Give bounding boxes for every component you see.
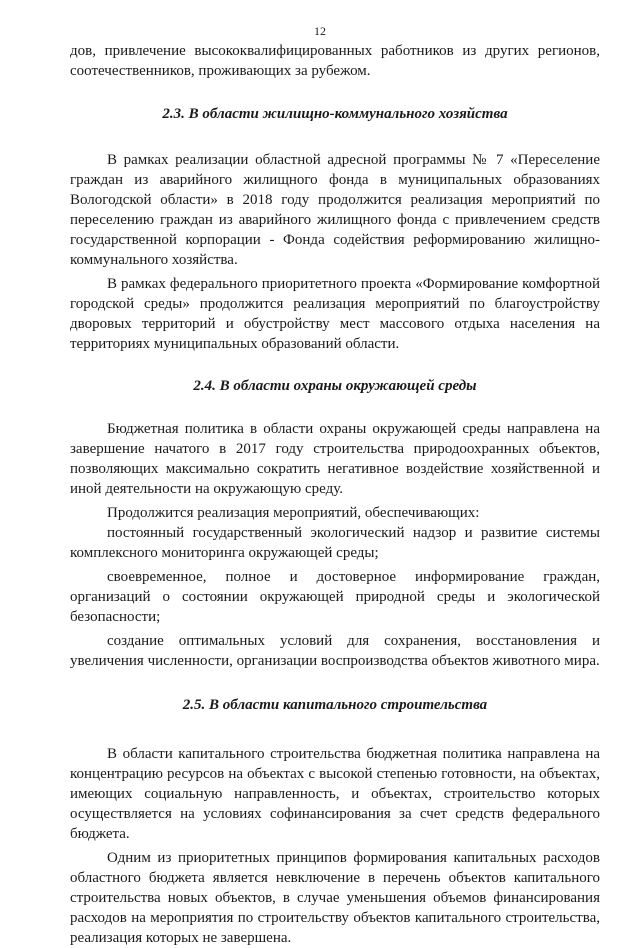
- paragraph-environment-3: постоянный государственный экологический надзор и развитие системы комплексного мониторинга окружающей среды;: [70, 525, 600, 561]
- paragraph-environment-2: Продолжится реализация мероприятий, обеспечивающих:: [107, 505, 480, 521]
- paragraph-housing-2: В рамках федерального приоритетного проекта «Формирование комфортной городской среды» продолжится реализация мероприятий по благоустройству дворовых территорий и обустройству мест массового отдыха населения на территориях муниципальных образований области.: [70, 276, 600, 352]
- paragraph-environment-4: своевременное, полное и достоверное информирование граждан, организаций о состоянии окружающей природной среды и экологической безопасности;: [70, 569, 600, 625]
- page-number: 12: [314, 24, 326, 38]
- intro-paragraph: дов, привлечение высококвалифицированных работников из других регионов, соотечественников, проживающих за рубежом.: [70, 43, 600, 79]
- paragraph-housing-1: В рамках реализации областной адресной программы № 7 «Переселение граждан из аварийного жилищного фонда в муниципальных образованиях Вологодской области» в 2018 году продолжится реализация мероприятий по переселению граждан из аварийного жилищного фонда с привлечением средств государственной корпорации - Фонда содействия реформированию жилищно-коммунального хозяйства.: [70, 152, 600, 268]
- section-heading-housing: 2.3. В области жилищно-коммунального хозяйства: [162, 106, 508, 122]
- paragraph-environment-5: создание оптимальных условий для сохранения, восстановления и увеличения численности, организации воспроизводства объектов животного мира.: [70, 633, 600, 669]
- page-content: [70, 41, 600, 948]
- section-heading-environment: 2.4. В области охраны окружающей среды: [193, 378, 477, 394]
- paragraph-construction-2: Одним из приоритетных принципов формирования капитальных расходов областного бюджета является невключение в перечень объектов капитального строительства новых объектов, в случае уменьшения объемов финансирования расходов на мероприятия по строительству объектов капитального строительства, реализация которых не завершена.: [70, 850, 600, 946]
- section-heading-construction: 2.5. В области капитального строительства: [182, 697, 488, 713]
- paragraph-construction-1: В области капитального строительства бюджетная политика направлена на концентрацию ресурсов на объектах с высокой степенью готовности, на объектах, имеющих социальную направленность, и объектах, строительство которых осуществляется на условиях софинансирования за счет средств федерального бюджета.: [70, 746, 600, 842]
- paragraph-environment-1: Бюджетная политика в области охраны окружающей среды направлена на завершение начатого в 2017 году строительства природоохранных объектов, позволяющих максимально сократить негативное воздействие хозяйственной и иной деятельности на окружающую среду.: [70, 421, 600, 497]
